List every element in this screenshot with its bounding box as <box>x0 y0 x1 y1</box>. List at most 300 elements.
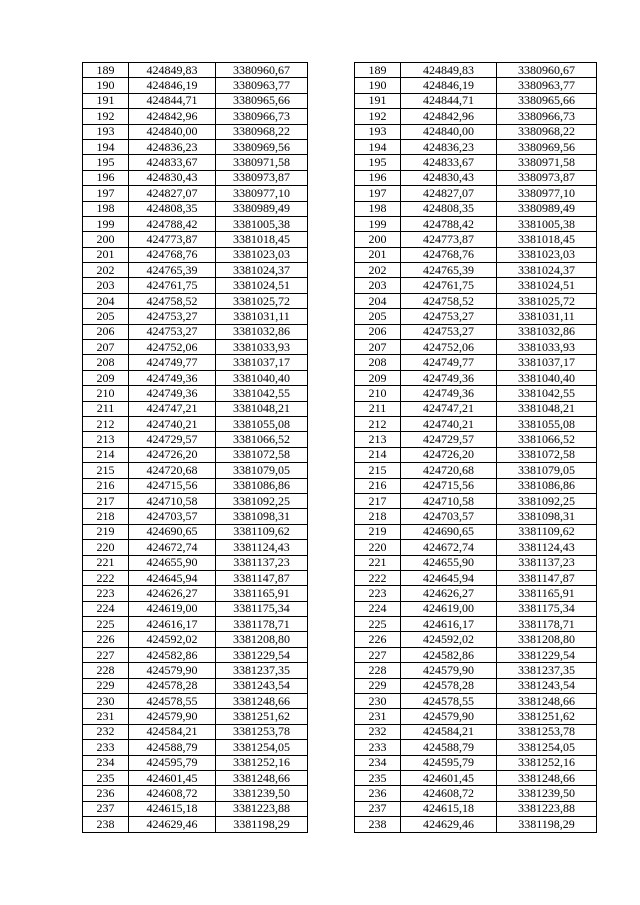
right-x-coordinate-cell: 424608,72 <box>401 786 497 801</box>
column-gap <box>308 293 355 308</box>
column-gap <box>308 170 355 185</box>
left-point-number-cell: 190 <box>83 78 129 93</box>
left-y-coordinate-cell: 3381079,05 <box>216 463 308 478</box>
right-x-coordinate-cell: 424749,36 <box>401 386 497 401</box>
right-x-coordinate-cell: 424788,42 <box>401 216 497 231</box>
right-point-number-cell: 204 <box>355 293 401 308</box>
left-x-coordinate-cell: 424584,21 <box>129 724 216 739</box>
table-row <box>83 555 597 570</box>
right-point-number-cell: 236 <box>355 786 401 801</box>
column-gap <box>308 663 355 678</box>
left-x-coordinate-cell: 424601,45 <box>129 770 216 785</box>
left-x-coordinate-cell: 424655,90 <box>129 555 216 570</box>
right-x-coordinate-cell: 424844,71 <box>401 93 497 108</box>
table-row <box>83 370 597 385</box>
column-gap <box>308 416 355 431</box>
right-y-coordinate-cell: 3381248,66 <box>497 770 597 785</box>
right-x-coordinate-cell: 424616,17 <box>401 617 497 632</box>
column-gap <box>308 555 355 570</box>
column-gap <box>308 309 355 324</box>
left-x-coordinate-cell: 424753,27 <box>129 324 216 339</box>
left-x-coordinate-cell: 424579,90 <box>129 709 216 724</box>
column-gap <box>308 755 355 770</box>
table-row <box>83 586 597 601</box>
right-point-number-cell: 218 <box>355 509 401 524</box>
right-y-coordinate-cell: 3381165,91 <box>497 586 597 601</box>
right-x-coordinate-cell: 424830,43 <box>401 170 497 185</box>
left-y-coordinate-cell: 3381023,03 <box>216 247 308 262</box>
left-point-number-cell: 198 <box>83 201 129 216</box>
column-gap <box>308 540 355 555</box>
column-gap <box>308 324 355 339</box>
left-x-coordinate-cell: 424595,79 <box>129 755 216 770</box>
left-y-coordinate-cell: 3380973,87 <box>216 170 308 185</box>
left-x-coordinate-cell: 424615,18 <box>129 801 216 816</box>
right-y-coordinate-cell: 3381237,35 <box>497 663 597 678</box>
left-x-coordinate-cell: 424579,90 <box>129 663 216 678</box>
left-point-number-cell: 234 <box>83 755 129 770</box>
right-point-number-cell: 195 <box>355 155 401 170</box>
right-y-coordinate-cell: 3381239,50 <box>497 786 597 801</box>
left-point-number-cell: 227 <box>83 647 129 662</box>
left-point-number-cell: 238 <box>83 817 129 832</box>
right-x-coordinate-cell: 424765,39 <box>401 263 497 278</box>
table-row <box>83 309 597 324</box>
column-gap <box>308 447 355 462</box>
right-y-coordinate-cell: 3381243,54 <box>497 678 597 693</box>
right-y-coordinate-cell: 3381024,37 <box>497 263 597 278</box>
right-x-coordinate-cell: 424849,83 <box>401 63 497 78</box>
right-y-coordinate-cell: 3380971,58 <box>497 155 597 170</box>
left-x-coordinate-cell: 424846,19 <box>129 78 216 93</box>
right-x-coordinate-cell: 424846,19 <box>401 78 497 93</box>
column-gap <box>308 232 355 247</box>
left-y-coordinate-cell: 3381086,86 <box>216 478 308 493</box>
right-point-number-cell: 201 <box>355 247 401 262</box>
table-row <box>83 770 597 785</box>
left-point-number-cell: 197 <box>83 186 129 201</box>
left-x-coordinate-cell: 424672,74 <box>129 540 216 555</box>
right-x-coordinate-cell: 424729,57 <box>401 432 497 447</box>
column-gap <box>308 724 355 739</box>
left-x-coordinate-cell: 424833,67 <box>129 155 216 170</box>
column-gap <box>308 570 355 585</box>
left-y-coordinate-cell: 3380966,73 <box>216 109 308 124</box>
right-x-coordinate-cell: 424833,67 <box>401 155 497 170</box>
left-x-coordinate-cell: 424849,83 <box>129 63 216 78</box>
right-x-coordinate-cell: 424740,21 <box>401 416 497 431</box>
table-row <box>83 755 597 770</box>
left-x-coordinate-cell: 424773,87 <box>129 232 216 247</box>
table-row <box>83 63 597 78</box>
left-point-number-cell: 215 <box>83 463 129 478</box>
left-y-coordinate-cell: 3380968,22 <box>216 124 308 139</box>
right-y-coordinate-cell: 3381254,05 <box>497 740 597 755</box>
right-point-number-cell: 214 <box>355 447 401 462</box>
right-point-number-cell: 211 <box>355 401 401 416</box>
right-point-number-cell: 227 <box>355 647 401 662</box>
table-row <box>83 201 597 216</box>
right-x-coordinate-cell: 424582,86 <box>401 647 497 662</box>
left-point-number-cell: 202 <box>83 263 129 278</box>
left-x-coordinate-cell: 424715,56 <box>129 478 216 493</box>
right-point-number-cell: 222 <box>355 570 401 585</box>
left-y-coordinate-cell: 3380965,66 <box>216 93 308 108</box>
right-y-coordinate-cell: 3381033,93 <box>497 340 597 355</box>
right-point-number-cell: 192 <box>355 109 401 124</box>
left-x-coordinate-cell: 424578,55 <box>129 694 216 709</box>
left-point-number-cell: 206 <box>83 324 129 339</box>
left-y-coordinate-cell: 3381229,54 <box>216 647 308 662</box>
column-gap <box>308 493 355 508</box>
table-row <box>83 463 597 478</box>
right-y-coordinate-cell: 3381079,05 <box>497 463 597 478</box>
left-x-coordinate-cell: 424616,17 <box>129 617 216 632</box>
column-gap <box>308 647 355 662</box>
left-point-number-cell: 200 <box>83 232 129 247</box>
right-point-number-cell: 229 <box>355 678 401 693</box>
left-y-coordinate-cell: 3380963,77 <box>216 78 308 93</box>
right-x-coordinate-cell: 424761,75 <box>401 278 497 293</box>
table-row <box>83 139 597 154</box>
left-point-number-cell: 194 <box>83 139 129 154</box>
right-x-coordinate-cell: 424645,94 <box>401 570 497 585</box>
table-row <box>83 416 597 431</box>
right-point-number-cell: 196 <box>355 170 401 185</box>
right-y-coordinate-cell: 3380969,56 <box>497 139 597 154</box>
right-x-coordinate-cell: 424827,07 <box>401 186 497 201</box>
right-y-coordinate-cell: 3381251,62 <box>497 709 597 724</box>
column-gap <box>308 601 355 616</box>
right-point-number-cell: 193 <box>355 124 401 139</box>
left-x-coordinate-cell: 424626,27 <box>129 586 216 601</box>
left-point-number-cell: 199 <box>83 216 129 231</box>
column-gap <box>308 370 355 385</box>
left-y-coordinate-cell: 3381251,62 <box>216 709 308 724</box>
left-y-coordinate-cell: 3381237,35 <box>216 663 308 678</box>
left-x-coordinate-cell: 424788,42 <box>129 216 216 231</box>
left-y-coordinate-cell: 3381175,34 <box>216 601 308 616</box>
left-point-number-cell: 235 <box>83 770 129 785</box>
column-gap <box>308 678 355 693</box>
right-point-number-cell: 219 <box>355 524 401 539</box>
left-x-coordinate-cell: 424710,58 <box>129 493 216 508</box>
left-x-coordinate-cell: 424830,43 <box>129 170 216 185</box>
right-x-coordinate-cell: 424753,27 <box>401 309 497 324</box>
right-point-number-cell: 198 <box>355 201 401 216</box>
right-point-number-cell: 200 <box>355 232 401 247</box>
table-row <box>83 216 597 231</box>
right-point-number-cell: 194 <box>355 139 401 154</box>
left-y-coordinate-cell: 3381137,23 <box>216 555 308 570</box>
right-x-coordinate-cell: 424595,79 <box>401 755 497 770</box>
right-point-number-cell: 215 <box>355 463 401 478</box>
table-row <box>83 632 597 647</box>
column-gap <box>308 124 355 139</box>
table-row <box>83 540 597 555</box>
left-x-coordinate-cell: 424844,71 <box>129 93 216 108</box>
left-x-coordinate-cell: 424740,21 <box>129 416 216 431</box>
right-y-coordinate-cell: 3381252,16 <box>497 755 597 770</box>
column-gap <box>308 78 355 93</box>
left-point-number-cell: 209 <box>83 370 129 385</box>
right-point-number-cell: 220 <box>355 540 401 555</box>
column-gap <box>308 524 355 539</box>
left-point-number-cell: 229 <box>83 678 129 693</box>
table-row <box>83 401 597 416</box>
right-y-coordinate-cell: 3380963,77 <box>497 78 597 93</box>
right-y-coordinate-cell: 3381124,43 <box>497 540 597 555</box>
left-y-coordinate-cell: 3381253,78 <box>216 724 308 739</box>
table-row <box>83 386 597 401</box>
right-point-number-cell: 207 <box>355 340 401 355</box>
right-y-coordinate-cell: 3381024,51 <box>497 278 597 293</box>
right-y-coordinate-cell: 3380965,66 <box>497 93 597 108</box>
table-row <box>83 109 597 124</box>
right-point-number-cell: 226 <box>355 632 401 647</box>
right-x-coordinate-cell: 424749,36 <box>401 370 497 385</box>
right-y-coordinate-cell: 3381253,78 <box>497 724 597 739</box>
left-x-coordinate-cell: 424753,27 <box>129 309 216 324</box>
left-y-coordinate-cell: 3381248,66 <box>216 770 308 785</box>
table-row <box>83 678 597 693</box>
left-point-number-cell: 232 <box>83 724 129 739</box>
table-row <box>83 340 597 355</box>
left-y-coordinate-cell: 3381048,21 <box>216 401 308 416</box>
left-point-number-cell: 192 <box>83 109 129 124</box>
right-point-number-cell: 232 <box>355 724 401 739</box>
column-gap <box>308 263 355 278</box>
left-x-coordinate-cell: 424758,52 <box>129 293 216 308</box>
right-x-coordinate-cell: 424773,87 <box>401 232 497 247</box>
right-x-coordinate-cell: 424626,27 <box>401 586 497 601</box>
column-gap <box>308 770 355 785</box>
right-y-coordinate-cell: 3381086,86 <box>497 478 597 493</box>
left-point-number-cell: 212 <box>83 416 129 431</box>
table-row <box>83 478 597 493</box>
table-row <box>83 278 597 293</box>
right-x-coordinate-cell: 424579,90 <box>401 663 497 678</box>
left-point-number-cell: 222 <box>83 570 129 585</box>
table-row <box>83 263 597 278</box>
left-y-coordinate-cell: 3381042,55 <box>216 386 308 401</box>
right-point-number-cell: 237 <box>355 801 401 816</box>
right-y-coordinate-cell: 3381005,38 <box>497 216 597 231</box>
column-gap <box>308 632 355 647</box>
right-x-coordinate-cell: 424758,52 <box>401 293 497 308</box>
left-point-number-cell: 221 <box>83 555 129 570</box>
right-point-number-cell: 228 <box>355 663 401 678</box>
right-x-coordinate-cell: 424601,45 <box>401 770 497 785</box>
right-y-coordinate-cell: 3381198,29 <box>497 817 597 832</box>
table-row <box>83 647 597 662</box>
right-x-coordinate-cell: 424768,76 <box>401 247 497 262</box>
left-y-coordinate-cell: 3381037,17 <box>216 355 308 370</box>
table-row <box>83 740 597 755</box>
column-gap <box>308 278 355 293</box>
right-x-coordinate-cell: 424840,00 <box>401 124 497 139</box>
column-gap <box>308 63 355 78</box>
right-y-coordinate-cell: 3381223,88 <box>497 801 597 816</box>
left-y-coordinate-cell: 3381254,05 <box>216 740 308 755</box>
right-x-coordinate-cell: 424592,02 <box>401 632 497 647</box>
right-point-number-cell: 216 <box>355 478 401 493</box>
right-y-coordinate-cell: 3381137,23 <box>497 555 597 570</box>
right-x-coordinate-cell: 424579,90 <box>401 709 497 724</box>
right-x-coordinate-cell: 424578,55 <box>401 694 497 709</box>
table-row <box>83 155 597 170</box>
right-point-number-cell: 199 <box>355 216 401 231</box>
column-gap <box>308 340 355 355</box>
column-gap <box>308 201 355 216</box>
right-x-coordinate-cell: 424749,77 <box>401 355 497 370</box>
left-y-coordinate-cell: 3381147,87 <box>216 570 308 585</box>
right-y-coordinate-cell: 3381040,40 <box>497 370 597 385</box>
table-row <box>83 447 597 462</box>
left-point-number-cell: 205 <box>83 309 129 324</box>
right-x-coordinate-cell: 424615,18 <box>401 801 497 816</box>
left-y-coordinate-cell: 3381025,72 <box>216 293 308 308</box>
left-x-coordinate-cell: 424836,23 <box>129 139 216 154</box>
left-x-coordinate-cell: 424726,20 <box>129 447 216 462</box>
left-point-number-cell: 216 <box>83 478 129 493</box>
left-x-coordinate-cell: 424588,79 <box>129 740 216 755</box>
left-x-coordinate-cell: 424749,77 <box>129 355 216 370</box>
table-row <box>83 78 597 93</box>
right-y-coordinate-cell: 3380977,10 <box>497 186 597 201</box>
left-y-coordinate-cell: 3381252,16 <box>216 755 308 770</box>
table-row <box>83 694 597 709</box>
left-x-coordinate-cell: 424720,68 <box>129 463 216 478</box>
right-y-coordinate-cell: 3381208,80 <box>497 632 597 647</box>
left-y-coordinate-cell: 3381066,52 <box>216 432 308 447</box>
right-point-number-cell: 191 <box>355 93 401 108</box>
right-point-number-cell: 205 <box>355 309 401 324</box>
left-point-number-cell: 231 <box>83 709 129 724</box>
right-point-number-cell: 217 <box>355 493 401 508</box>
right-point-number-cell: 238 <box>355 817 401 832</box>
left-y-coordinate-cell: 3381024,37 <box>216 263 308 278</box>
table-row <box>83 293 597 308</box>
right-x-coordinate-cell: 424672,74 <box>401 540 497 555</box>
left-point-number-cell: 237 <box>83 801 129 816</box>
right-point-number-cell: 212 <box>355 416 401 431</box>
column-gap <box>308 216 355 231</box>
left-x-coordinate-cell: 424842,96 <box>129 109 216 124</box>
right-x-coordinate-cell: 424726,20 <box>401 447 497 462</box>
table-row <box>83 493 597 508</box>
table-row <box>83 186 597 201</box>
left-y-coordinate-cell: 3381092,25 <box>216 493 308 508</box>
left-x-coordinate-cell: 424608,72 <box>129 786 216 801</box>
left-y-coordinate-cell: 3381178,71 <box>216 617 308 632</box>
left-y-coordinate-cell: 3380989,49 <box>216 201 308 216</box>
right-point-number-cell: 197 <box>355 186 401 201</box>
right-y-coordinate-cell: 3380960,67 <box>497 63 597 78</box>
right-y-coordinate-cell: 3381178,71 <box>497 617 597 632</box>
left-point-number-cell: 224 <box>83 601 129 616</box>
column-gap <box>308 355 355 370</box>
right-y-coordinate-cell: 3381032,86 <box>497 324 597 339</box>
right-y-coordinate-cell: 3380973,87 <box>497 170 597 185</box>
table-row <box>83 617 597 632</box>
left-y-coordinate-cell: 3381208,80 <box>216 632 308 647</box>
right-y-coordinate-cell: 3381031,11 <box>497 309 597 324</box>
left-point-number-cell: 204 <box>83 293 129 308</box>
table-row <box>83 324 597 339</box>
left-x-coordinate-cell: 424619,00 <box>129 601 216 616</box>
right-y-coordinate-cell: 3381248,66 <box>497 694 597 709</box>
right-y-coordinate-cell: 3380989,49 <box>497 201 597 216</box>
table-row <box>83 663 597 678</box>
table-row <box>83 509 597 524</box>
left-point-number-cell: 193 <box>83 124 129 139</box>
right-point-number-cell: 223 <box>355 586 401 601</box>
table-row <box>83 432 597 447</box>
table-row <box>83 355 597 370</box>
right-point-number-cell: 210 <box>355 386 401 401</box>
right-x-coordinate-cell: 424703,57 <box>401 509 497 524</box>
right-x-coordinate-cell: 424720,68 <box>401 463 497 478</box>
table-row <box>83 786 597 801</box>
left-y-coordinate-cell: 3380960,67 <box>216 63 308 78</box>
left-x-coordinate-cell: 424645,94 <box>129 570 216 585</box>
left-y-coordinate-cell: 3381040,40 <box>216 370 308 385</box>
right-point-number-cell: 213 <box>355 432 401 447</box>
left-x-coordinate-cell: 424747,21 <box>129 401 216 416</box>
right-x-coordinate-cell: 424808,35 <box>401 201 497 216</box>
column-gap <box>308 709 355 724</box>
table-row <box>83 93 597 108</box>
column-gap <box>308 509 355 524</box>
left-y-coordinate-cell: 3381165,91 <box>216 586 308 601</box>
right-y-coordinate-cell: 3380968,22 <box>497 124 597 139</box>
table-row <box>83 524 597 539</box>
left-x-coordinate-cell: 424768,76 <box>129 247 216 262</box>
right-point-number-cell: 202 <box>355 263 401 278</box>
left-y-coordinate-cell: 3381248,66 <box>216 694 308 709</box>
left-point-number-cell: 203 <box>83 278 129 293</box>
left-x-coordinate-cell: 424703,57 <box>129 509 216 524</box>
right-x-coordinate-cell: 424836,23 <box>401 139 497 154</box>
right-y-coordinate-cell: 3381098,31 <box>497 509 597 524</box>
left-point-number-cell: 196 <box>83 170 129 185</box>
right-x-coordinate-cell: 424655,90 <box>401 555 497 570</box>
left-y-coordinate-cell: 3380977,10 <box>216 186 308 201</box>
right-y-coordinate-cell: 3381109,62 <box>497 524 597 539</box>
left-y-coordinate-cell: 3381124,43 <box>216 540 308 555</box>
left-point-number-cell: 236 <box>83 786 129 801</box>
right-point-number-cell: 224 <box>355 601 401 616</box>
left-point-number-cell: 210 <box>83 386 129 401</box>
column-gap <box>308 617 355 632</box>
table-row <box>83 247 597 262</box>
right-y-coordinate-cell: 3381072,58 <box>497 447 597 462</box>
left-point-number-cell: 208 <box>83 355 129 370</box>
column-gap <box>308 401 355 416</box>
left-x-coordinate-cell: 424808,35 <box>129 201 216 216</box>
left-point-number-cell: 230 <box>83 694 129 709</box>
left-point-number-cell: 211 <box>83 401 129 416</box>
left-point-number-cell: 225 <box>83 617 129 632</box>
right-x-coordinate-cell: 424753,27 <box>401 324 497 339</box>
left-x-coordinate-cell: 424592,02 <box>129 632 216 647</box>
right-y-coordinate-cell: 3381048,21 <box>497 401 597 416</box>
right-x-coordinate-cell: 424690,65 <box>401 524 497 539</box>
left-y-coordinate-cell: 3381223,88 <box>216 801 308 816</box>
right-point-number-cell: 221 <box>355 555 401 570</box>
right-y-coordinate-cell: 3381229,54 <box>497 647 597 662</box>
